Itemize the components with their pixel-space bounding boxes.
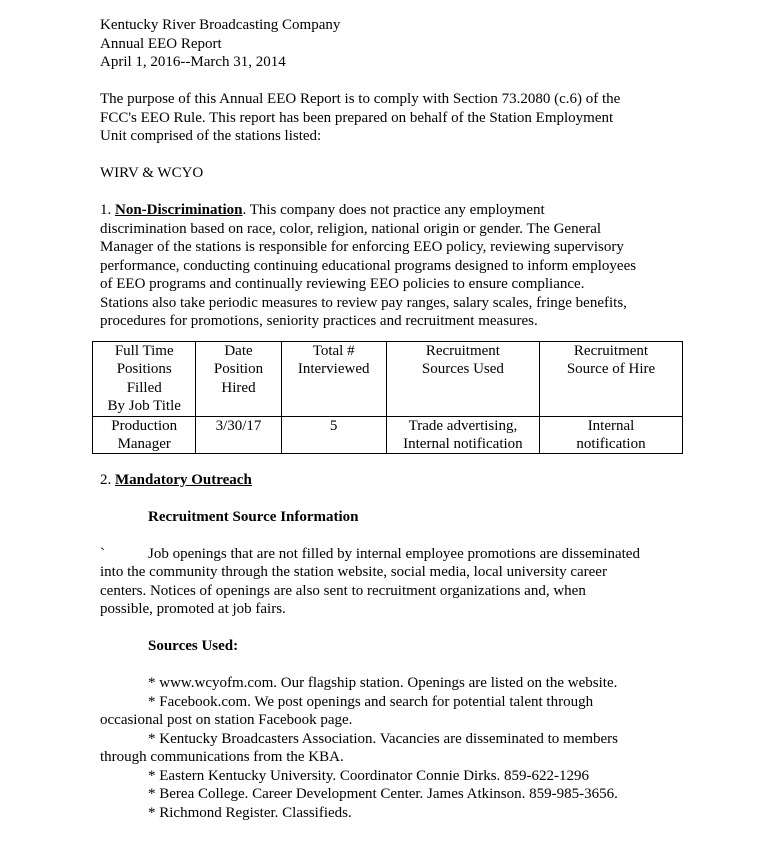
- header-text: Recruitment: [573, 342, 649, 359]
- list-item-continuation: through communications from the KBA.: [100, 749, 344, 765]
- header-text: Date: [224, 342, 253, 359]
- cell-text: Internal: [587, 417, 635, 434]
- report-title: Annual EEO Report: [100, 35, 222, 52]
- list-item: * Richmond Register. Classifieds.: [148, 804, 352, 821]
- cell-interviewed: [281, 416, 386, 453]
- outreach-line: into the community through the station website, social media, local university career: [100, 564, 607, 580]
- header-cell-positions: [93, 341, 196, 416]
- section1-first-line: [100, 201, 700, 220]
- cell-source-of-hire: [540, 416, 683, 453]
- cell-text: notification: [576, 436, 646, 452]
- list-item: * Facebook.com. We post openings and search for potential talent through: [148, 693, 594, 710]
- table-header-row: [93, 341, 683, 416]
- header-cell-sources-used: [386, 341, 539, 416]
- eeo-report-page: [100, 16, 700, 822]
- section2-heading: Mandatory Outreach: [115, 471, 252, 488]
- report-period: April 1, 2016--March 31, 2014: [100, 54, 286, 70]
- header-text: Sources Used: [421, 361, 504, 377]
- outreach-line: centers. Notices of openings are also sent to recruitment organizations and, when: [100, 582, 586, 599]
- table-row: [93, 416, 683, 453]
- cell-text: Manager: [117, 436, 171, 452]
- header-cell-interviewed: [281, 341, 386, 416]
- cell-text: Internal notification: [403, 436, 523, 452]
- header-text: Source of Hire: [566, 361, 656, 377]
- cell-text: Production: [111, 417, 178, 434]
- section1-line: Stations also take periodic measures to review pay ranges, salary scales, fringe benefits,: [100, 294, 627, 311]
- header-text: Hired: [221, 379, 256, 396]
- outreach-first-text: Job openings that are not filled by internal employee promotions are disseminated: [148, 545, 640, 562]
- header-cell-date: [196, 341, 281, 416]
- tick-mark: `: [100, 545, 105, 562]
- list-item: * Kentucky Broadcasters Association. Vacancies are disseminated to members: [148, 730, 619, 747]
- section1-first-line-text: . This company does not practice any employment: [242, 202, 545, 218]
- cell-text: Trade advertising,: [408, 417, 518, 434]
- section1-line: of EEO programs and continually reviewing EEO policies to ensure compliance.: [100, 276, 585, 292]
- header-text: Interviewed: [297, 361, 370, 377]
- header-cell-source-of-hire: [540, 341, 683, 416]
- header-text: By Job Title: [107, 398, 181, 414]
- outreach-first-line: [100, 545, 700, 564]
- list-item: * Eastern Kentucky University. Coordinator Connie Dirks. 859-622-1296: [148, 767, 590, 784]
- header-text: Recruitment: [425, 342, 500, 359]
- header-text: Positions: [116, 361, 172, 377]
- company-name: Kentucky River Broadcasting Company: [100, 17, 341, 33]
- section1-line: Manager of the stations is responsible for enforcing EEO policy, reviewing supervisory: [100, 239, 624, 255]
- sources-used-heading: Sources Used:: [148, 638, 239, 654]
- section1-heading: Non-Discrimination: [115, 202, 243, 218]
- station-list: WIRV & WCYO: [100, 165, 204, 181]
- cell-job-title: [93, 416, 196, 453]
- cell-sources-used: [386, 416, 539, 453]
- section2-heading-line: [100, 471, 700, 490]
- recruitment-source-heading: Recruitment Source Information: [148, 508, 359, 525]
- list-item: * www.wcyofm.com. Our flagship station. Openings are listed on the website.: [148, 675, 618, 691]
- header-text: Total #: [312, 342, 355, 359]
- cell-date-hired: [196, 416, 281, 453]
- section2-number: 2.: [100, 471, 112, 488]
- section1-number: 1.: [100, 202, 112, 218]
- header-text: Full Time: [114, 342, 174, 359]
- purpose-line: FCC's EEO Rule. This report has been prepared on behalf of the Station Employment: [100, 109, 614, 126]
- hires-table: [92, 341, 683, 454]
- header-text: Position: [213, 361, 264, 377]
- cell-text: 3/30/17: [215, 417, 262, 434]
- purpose-line: Unit comprised of the stations listed:: [100, 128, 322, 144]
- header-text: Filled: [126, 379, 162, 396]
- section1-line: performance, conducting continuing educational programs designed to inform employees: [100, 257, 637, 274]
- list-item: * Berea College. Career Development Center. James Atkinson. 859-985-3656.: [148, 786, 618, 802]
- purpose-line: The purpose of this Annual EEO Report is to comply with Section 73.2080 (c.6) of the: [100, 91, 621, 107]
- cell-text: 5: [329, 417, 338, 434]
- outreach-line: possible, promoted at job fairs.: [100, 601, 286, 617]
- section1-line: discrimination based on race, color, religion, national origin or gender. The General: [100, 220, 602, 237]
- section1-line: procedures for promotions, seniority practices and recruitment measures.: [100, 313, 538, 329]
- list-item-continuation: occasional post on station Facebook page.: [100, 712, 353, 728]
